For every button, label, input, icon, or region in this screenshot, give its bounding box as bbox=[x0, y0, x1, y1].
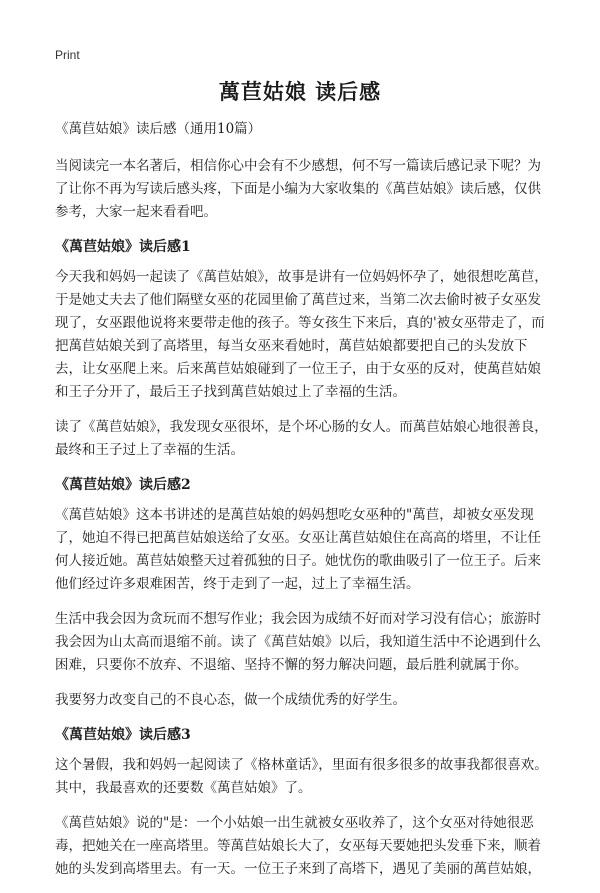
intro-paragraph: 当阅读完一本名著后，相信你心中会有不少感想，何不写一篇读后感记录下呢？为了让你不再为写读后感头疼，下面是小编为大家收集的《萬苣姑娘》读后感，仅供参考，大家一起来看看吧。 bbox=[55, 158, 541, 220]
article-body bbox=[55, 118, 550, 893]
body-paragraph: 今天我和妈妈一起读了《萬苣姑娘》，故事是讲有一位妈妈怀孕了，她很想吃萬苣，于是她丈夫去了他们隔壁女巫的花园里偷了萬苣过来，当第二次去偷时被子女巫发现了，女巫跟他说将来要带走他的孩子。等女孩生下来后，真的'被女巫带走了，而把萬苣姑娘关到了高塔里，每当女巫来看她时，萬苣姑娘都要把自己的头发放下去，让女巫爬上来。后来萬苣姑娘碰到了一位王子，由于女巫的反对，使萬苣姑娘和王子分开了，最后王子找到萬苣姑娘过上了幸福的生活。 bbox=[55, 269, 548, 400]
body-paragraph: 读了《萬苣姑娘》，我发现女巫很坏，是个坏心肠的女人。而萬苣姑娘心地很善良，最终和王子过上了幸福的生活。 bbox=[55, 419, 548, 458]
body-paragraph: 这个暑假，我和妈妈一起阅读了《格林童话》，里面有很多很多的故事我都很喜欢。其中，我最喜欢的还要数《萬苣姑娘》了。 bbox=[55, 757, 548, 796]
section-heading: 《萬苣姑娘》读后感1 bbox=[55, 239, 191, 255]
article-subtitle: 《萬苣姑娘》读后感（通用10篇） bbox=[55, 121, 262, 137]
body-paragraph: 《萬苣姑娘》这本书讲述的是萬苣姑娘的妈妈想吃女巫种的"萬苣，却被女巫发现了，她迫不得已把萬苣姑娘送给了女巫。女巫让萬苣姑娘住在高高的塔里，不让任何人接近她。萬苣姑娘整天过着孤独的日子。她忧伤的歌曲吸引了一位王子。后来他们经过许多艰难困苦，终于走到了一起，过上了幸福生活。 bbox=[55, 507, 541, 592]
section-heading: 《萬苣姑娘》读后感2 bbox=[55, 477, 191, 493]
body-paragraph: 我要努力改变自己的不良心态，做一个成绩优秀的好学生。 bbox=[55, 692, 406, 708]
body-paragraph: 生活中我会因为贪玩而不想写作业；我会因为成绩不好而对学习没有信心；旅游时我会因为山太高而退缩不前。读了《萬苣姑娘》以后，我知道生活中不论遇到什么困难，只要你不放弃、不退缩、坚持不懈的努力解决问题，最后胜利就属于你。 bbox=[55, 611, 541, 673]
section-heading: 《萬苣姑娘》读后感3 bbox=[55, 727, 191, 743]
page-title: 萬苣姑娘 读后感 bbox=[218, 79, 382, 104]
body-paragraph: 《萬苣姑娘》说的"是：一个小姑娘一出生就被女巫收养了，这个女巫对待她很恶毒，把她关在一座高塔里。等萬苣姑娘长大了，女巫每天要她把头发垂下来，顺着她的头发到高塔里去。有一天。一位王子来到了高塔下，遇见了美丽的萬苣姑娘， bbox=[55, 815, 541, 877]
print-link[interactable]: Print bbox=[55, 48, 80, 62]
